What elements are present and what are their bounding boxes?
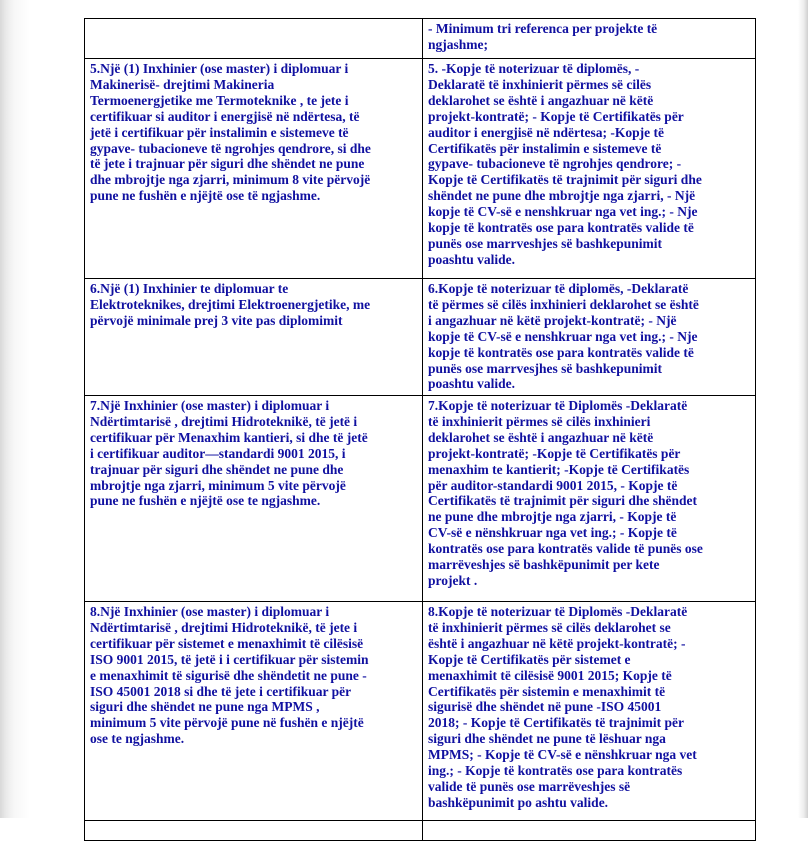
requirement-text: 6.Një (1) Inxhinier te diplomuar te Elektroteknikes, drejtimi Elektroenergjetike, me përvojë minimale prej 3 vite pas diplomimit <box>90 281 371 328</box>
documentation-cell <box>423 19 756 59</box>
table-row <box>85 396 756 602</box>
documentation-cell <box>423 821 756 841</box>
requirement-text: 7.Një Inxhinier (ose master) i diplomuar i Ndërtimtarisë , drejtimi Hidroteknikë, të jetë i certifikuar për Menaxhim kantieri, si dhe të jetë i certifikuar auditor—standardi 9001 2015, i trajnuar për siguri dhe shëndet ne pune dhe mbrojtje nga zjarri, minimum 5 vite përvojë pune ne fushën e njëjtë ose te ngjashme. <box>90 398 368 509</box>
requirement-cell <box>85 396 423 602</box>
requirement-cell <box>85 821 423 841</box>
documentation-text: 5. -Kopje të noterizuar të diplomës, - Deklaratë të inxhinierit përmes së cilës deklarohet se është i angazhuar në këtë projekt-kontratë; - Kopje të Certifikatës për auditor i energjisë në ndërtesa; -Kopje të Certifikatës për instalimin e sistemeve të gypave- tubacioneve të ngrohjes qendrore; - Kopje të Certifikatës të trajnimit për siguri dhe shëndet ne pune dhe mbrojtje nga zjarri, - Një kopje të CV-së e nenshkruar nga vet ing.; - Nje kopje të kontratës ose para kontratës valide të punës ose marrveshjes së bashkepunimit poashtu valide. <box>428 61 702 267</box>
table-row <box>85 19 756 59</box>
documentation-cell <box>423 602 756 821</box>
requirement-text: 8.Një Inxhinier (ose master) i diplomuar i Ndërtimtarisë , drejtimi Hidroteknikë, të jete i certifikuar për sistemet e menaxhimit të cilësisë ISO 9001 2015, të jetë i i certifikuar për sistemin e menaxhimit të sigurisë dhe shëndetit ne pune - ISO 45001 2018 si dhe të jete i certifikuar për siguri dhe shëndet ne pune nga MPMS , minimum 5 vite përvojë pune në fushën e njëjtë ose te ngjashme. <box>90 604 369 747</box>
documentation-cell <box>423 59 756 279</box>
requirements-table <box>84 18 756 841</box>
requirement-cell <box>85 279 423 396</box>
table-row <box>85 279 756 396</box>
table-row <box>85 821 756 841</box>
documentation-text: 6.Kopje të noterizuar të diplomës, -Deklaratë të përmes së cilës inxhinieri deklarohet se është i angazhuar në këtë projekt-kontratë; - Një kopje të CV-së e nenshkruar nga vet ing.; - Nje kopje të kontratës ose para kontratës valide të punës ose marrvesjhes së bashkepunimit poashtu valide. <box>428 281 699 392</box>
documentation-cell <box>423 396 756 602</box>
documentation-text: - Minimum tri referenca per projekte të ngjashme; <box>428 21 658 52</box>
table-row <box>85 59 756 279</box>
page-right-edge-shadow <box>798 0 808 818</box>
documentation-text: 8.Kopje të noterizuar të Diplomës -Deklaratë të inxhinierit përmes së cilës deklarohet se është i angazhuar në këtë projekt-kontratë; - Kopje të Certifikatës për sistemet e menaxhimit të cilësisë 9001 2015; Kopje të Certifikatës për sistemin e menaxhimit të sigurisë dhe shëndet në pune -ISO 45001 2018; - Kopje të Certifikatës të trajnimit për siguri dhe shëndet ne pune të lëshuar nga MPMS; - Kopje të CV-së e nënshkruar nga vet ing.; - Kopje të kontratës ose para kontratës valide të punës ose marrëveshjes së bashkëpunimit po ashtu valide. <box>428 604 697 810</box>
documentation-cell <box>423 279 756 396</box>
requirement-cell <box>85 19 423 59</box>
documentation-text: 7.Kopje të noterizuar të Diplomës -Deklaratë të inxhinierit përmes së cilës inxhinieri deklarohet se është i angazhuar në këtë projekt-kontratë; -Kopje të Certifikatës për menaxhim te kantierit; -Kopje të Certifikatës për auditor-standardi 9001 2015, - Kopje të Certifikatës të trajnimit për siguri dhe shëndet ne pune dhe mbrojtje nga zjarri, - Kopje të CV-së e nënshkruar nga vet ing.; - Kopje të kontratës ose para kontratës valide të punës ose marrëveshjes së bashkëpunimit per kete projekt . <box>428 398 703 588</box>
requirement-text: 5.Një (1) Inxhinier (ose master) i diplomuar i Makinerisë- drejtimi Makineria Termoenergjetike me Termoteknike , te jete i certifikuar si auditor i energjisë në ndërtesa, të jetë i certifikuar për instalimin e sistemeve të gypave- tubacioneve të ngrohjes qendrore, si dhe të jete i trajnuar për siguri dhe shëndet ne pune dhe mbrojtje nga zjarri, minimum 8 vite përvojë pune ne fushën e njëjtë ose të ngjashme. <box>90 61 371 204</box>
table-row <box>85 602 756 821</box>
requirement-cell <box>85 59 423 279</box>
page-left-edge-shadow <box>0 0 30 818</box>
requirement-cell <box>85 602 423 821</box>
